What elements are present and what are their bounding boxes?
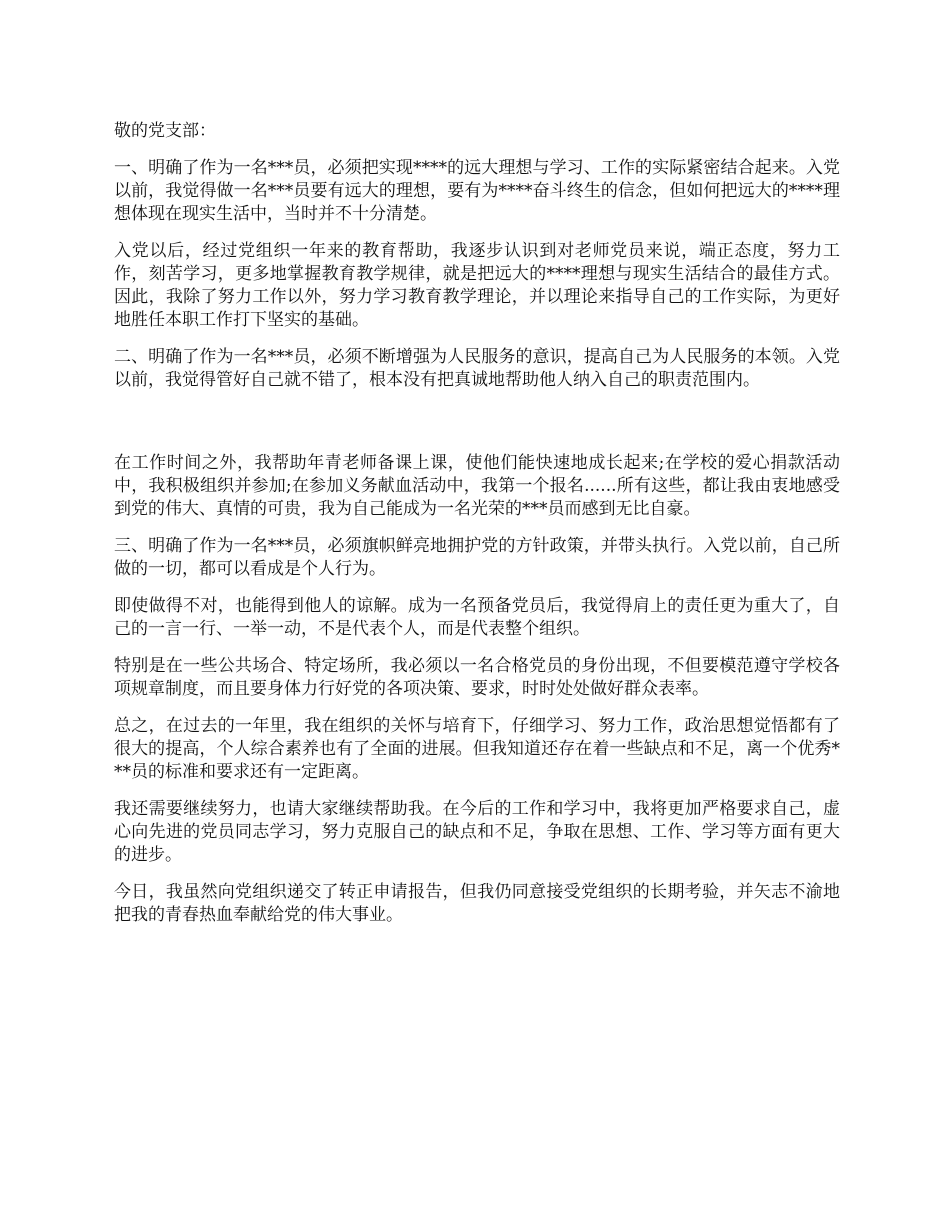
paragraph-8: 总之，在过去的一年里，我在组织的关怀与培育下，仔细学习、努力工作，政治思想觉悟都有了很大的提高，个人综合素养也有了全面的进展。但我知道还存在着一些缺点和不足，离一个优秀***员的标准和要求还有一定距离。 xyxy=(114,716,840,782)
document-body xyxy=(114,120,840,941)
paragraph-6: 即使做得不对，也能得到他人的谅解。成为一名预备党员后，我觉得肩上的责任更为重大了，自己的一言一行、一举一动，不是代表个人，而是代表整个组织。 xyxy=(114,596,840,639)
paragraph-4: 在工作时间之外，我帮助年青老师备课上课，使他们能快速地成长起来;在学校的爱心捐款活动中，我积极组织并参加;在参加义务献血活动中，我第一个报名......所有这些，都让我由衷地感受到党的伟大、真情的可贵，我为自己能成为一名光荣的***员而感到无比自豪。 xyxy=(114,453,840,519)
paragraph-5: 三、明确了作为一名***员，必须旗帜鲜亮地拥护党的方针政策，并带头执行。入党以前，自己所做的一切，都可以看成是个人行为。 xyxy=(114,536,840,579)
paragraph-3: 二、明确了作为一名***员，必须不断增强为人民服务的意识，提高自己为人民服务的本领。入党以前，我觉得管好自己就不错了，根本没有把真诚地帮助他人纳入自己的职责范围内。 xyxy=(114,347,840,390)
paragraph-2: 入党以后，经过党组织一年来的教育帮助，我逐步认识到对老师党员来说，端正态度，努力工作，刻苦学习，更多地掌握教育教学规律，就是把远大的****理想与现实生活结合的最佳方式。因此，我除了努力工作以外，努力学习教育教学理论，并以理论来指导自己的工作实际，为更好地胜任本职工作打下坚实的基础。 xyxy=(114,241,840,330)
paragraph-1: 一、明确了作为一名***员，必须把实现****的远大理想与学习、工作的实际紧密结合起来。入党以前，我觉得做一名***员要有远大的理想，要有为****奋斗终生的信念，但如何把远大的****理想体现在现实生活中，当时并不十分清楚。 xyxy=(114,158,840,224)
paragraph-7: 特别是在一些公共场合、特定场所，我必须以一名合格党员的身份出现，不但要模范遵守学校各项规章制度，而且要身体力行好党的各项决策、要求，时时处处做好群众表率。 xyxy=(114,656,840,699)
paragraph-9: 我还需要继续努力，也请大家继续帮助我。在今后的工作和学习中，我将更加严格要求自己，虚心向先进的党员同志学习，努力克服自己的缺点和不足，争取在思想、工作、学习等方面有更大的进步。 xyxy=(114,799,840,865)
salutation: 敬的党支部： xyxy=(114,121,216,141)
paragraph-10: 今日，我虽然向党组织递交了转正申请报告，但我仍同意接受党组织的长期考验，并矢志不渝地把我的青春热血奉献给党的伟大事业。 xyxy=(114,882,840,925)
